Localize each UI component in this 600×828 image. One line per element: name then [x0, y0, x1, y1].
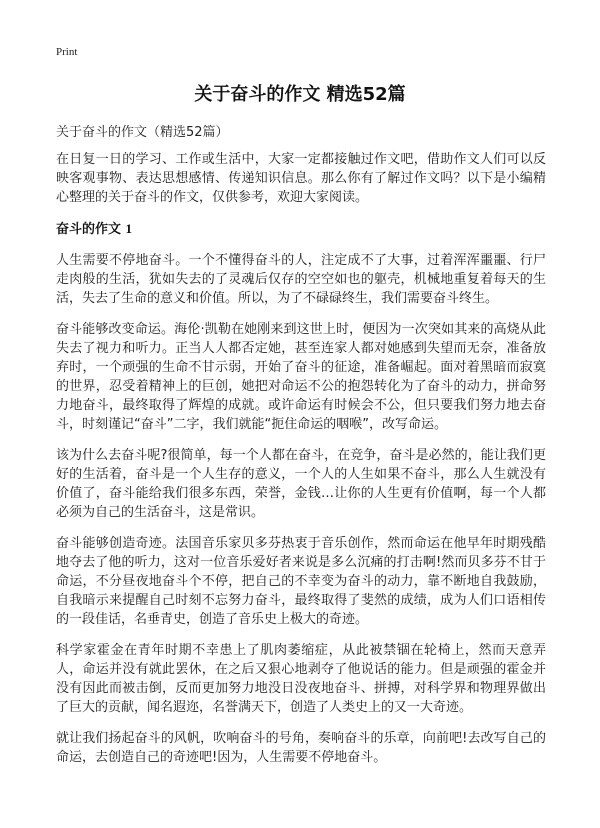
- paragraph-6: 就让我们扬起奋斗的风帆，吹响奋斗的号角，奏响奋斗的乐章，向前吧!去改写自己的命运，去创造自己的奇迹吧!因为，人生需要不停地奋斗。: [56, 731, 546, 765]
- section-heading-text: 奋斗的作文: [56, 222, 122, 237]
- section-heading-number: 1: [125, 221, 133, 236]
- paragraph-1: 人生需要不停地奋斗。一个不懂得奋斗的人，注定成不了大事，过着浑浑噩噩、行尸走肉般的生活，犹如失去的了灵魂后仅存的空空如也的躯壳，机械地重复着每天的生活，失去了生命的意义和价值。所以，为了不碌碌终生，我们需要奋斗终生。: [56, 253, 546, 306]
- intro-paragraph: 在日复一日的学习、工作或生活中，大家一定都接触过作文吧，借助作文人们可以反映客观事物、表达思想感情、传递知识信息。那么你有了解过作文吗？以下是小编精心整理的关于奋斗的作文，仅供参考，欢迎大家阅读。: [56, 152, 546, 205]
- section-heading: [56, 219, 546, 239]
- page-title: 关于奋斗的作文 精选52篇: [194, 84, 406, 105]
- article-body: [56, 150, 546, 779]
- print-link[interactable]: Print: [56, 46, 78, 58]
- paragraph-4: 奋斗能够创造奇迹。法国音乐家贝多芬热衷于音乐创作，然而命运在他早年时期残酷地夺去了他的听力，这对一位音乐爱好者来说是多么沉痛的打击啊!然而贝多芬不甘于命运，不分昼夜地奋斗个不停，把自己的不幸变为奋斗的动力，靠不断地自我鼓励，自我暗示来提醒自己时刻不忘努力奋斗，最终取得了斐然的成绩，成为人们口语相传的一段佳话，名垂青史，创造了音乐史上极大的奇迹。: [56, 536, 546, 627]
- paragraph-3: 该为什么去奋斗呢?很简单，每一个人都在奋斗，在竞争，奋斗是必然的，能让我们更好的生活着，奋斗是一个人生存的意义，一个人的人生如果不奋斗，那么人生就没有价值了，奋斗能给我们很多东西，荣誉，金钱…让你的人生更有价值啊，每一个人都必须为自己的生活奋斗，这是常识。: [56, 448, 546, 520]
- article-subtitle: 关于奋斗的作文（精选52篇）: [56, 125, 229, 140]
- paragraph-2: 奋斗能够改变命运。海伦·凯勒在她刚来到这世上时，便因为一次突如其来的高烧从此失去了视力和听力。正当人人都否定她，甚至连家人都对她感到失望而无奈，准备放弃时，一个顽强的生命不甘示弱，开始了奋斗的征途，准备崛起。面对着黑暗而寂寞的世界，忍受着精神上的巨创，她把对命运不公的抱怨转化为了奋斗的动力，拼命努力地奋斗，最终取得了辉煌的成就。或许命运有时候会不公，但只要我们努力地去奋斗，时刻谨记“奋斗”二字，我们就能“扼住命运的咽喉”，改写命运。: [56, 322, 546, 432]
- paragraph-5: 科学家霍金在青年时期不幸患上了肌肉萎缩症，从此被禁锢在轮椅上，然而天意弄人，命运并没有就此罢休，在之后又狠心地剥夺了他说话的能力。但是顽强的霍金并没有因此而被击倒，反而更加努力地没日没夜地奋斗、拼搏，对科学界和物理界做出了巨大的贡献，闻名遐迩，名誉满天下，创造了人类史上的又一大奇迹。: [56, 643, 546, 715]
